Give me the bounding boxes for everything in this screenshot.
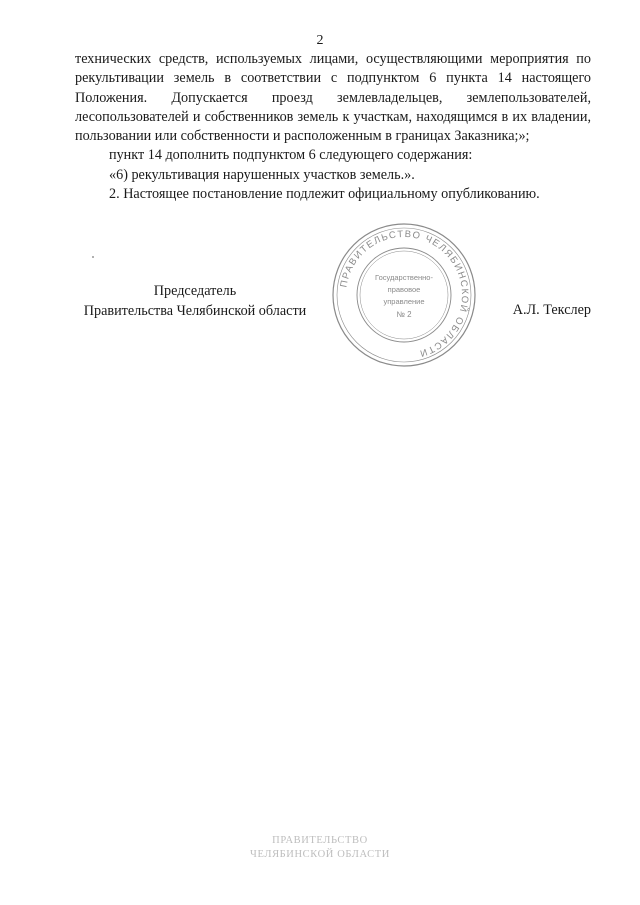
footer-stamp-line1: ПРАВИТЕЛЬСТВО (272, 835, 368, 846)
official-seal (331, 222, 477, 368)
seal-center-line4: № 2 (396, 310, 412, 319)
page-number: 2 (316, 33, 324, 48)
footer-stamp (0, 834, 640, 862)
paragraph-item-14: пункт 14 дополнить подпунктом 6 следующего содержания: (109, 147, 473, 164)
seal-center (375, 273, 433, 319)
paragraph-subitem-6: «6) рекультивация нарушенных участков земель.». (109, 166, 415, 183)
seal-center-line3: управление (383, 297, 425, 306)
seal-center-line1: Государственно- (375, 273, 433, 282)
paragraph-publication: 2. Настоящее постановление подлежит официальному опубликованию. (109, 186, 540, 203)
seal-outer-text: ПРАВИТЕЛЬСТВО ЧЕЛЯБИНСКОЙ ОБЛАСТИ (338, 228, 471, 359)
stray-mark (92, 256, 94, 258)
signature-name: А.Л. Текслер (512, 302, 591, 318)
paragraph-continuation: технических средств, используемых лицами, осуществляющими мероприятия по рекультивации земель в соответствии с подпунктом 6 пункта 14 настоящего Положения. Допускается проезд землевладельцев, землепользователей, лесопользователей и собственников земель к участкам, находящимся в их владении, пользовании или собственности и расположенным в границах Заказника;»; (75, 51, 591, 145)
footer-stamp-line2: ЧЕЛЯБИНСКОЙ ОБЛАСТИ (250, 849, 390, 860)
document-body (75, 50, 591, 204)
seal-center-line2: правовое (387, 285, 421, 294)
seal-rings (333, 224, 475, 366)
signature-title-line2: Правительства Челябинской области (83, 302, 307, 319)
signature-title-line1: Председатель (153, 283, 237, 299)
signature-title (75, 282, 315, 321)
